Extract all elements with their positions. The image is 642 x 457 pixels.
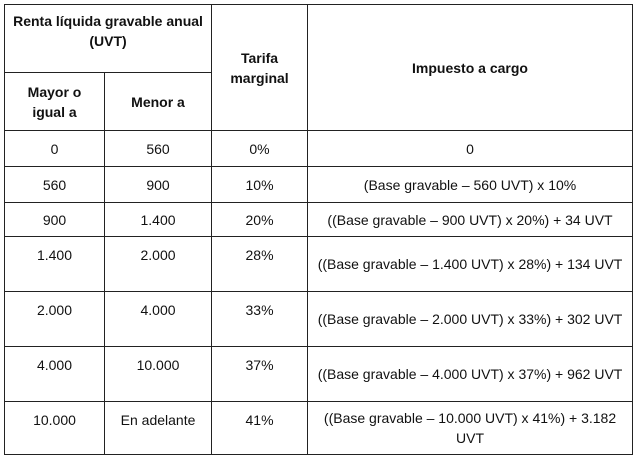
- table-row: [5, 203, 633, 237]
- cell-impuesto: (Base gravable – 560 UVT) x 10%: [308, 167, 633, 203]
- cell-menor: 2.000: [105, 237, 212, 292]
- table-row: [5, 292, 633, 347]
- cell-menor: 10.000: [105, 347, 212, 402]
- cell-tarifa: 28%: [212, 237, 308, 292]
- cell-mayor: 4.000: [5, 347, 105, 402]
- table-row: [5, 237, 633, 292]
- cell-impuesto: ((Base gravable – 4.000 UVT) x 37%) + 962 UVT: [308, 347, 633, 402]
- header-row-1: [5, 5, 633, 73]
- table-row: [5, 167, 633, 203]
- cell-tarifa: 37%: [212, 347, 308, 402]
- header-menor-a: Menor a: [105, 73, 212, 131]
- cell-menor: 560: [105, 131, 212, 167]
- header-impuesto-a-cargo: Impuesto a cargo: [308, 5, 633, 131]
- table-body: [5, 131, 633, 455]
- cell-impuesto: ((Base gravable – 1.400 UVT) x 28%) + 134 UVT: [308, 237, 633, 292]
- cell-menor: En adelante: [105, 402, 212, 455]
- cell-menor: 4.000: [105, 292, 212, 347]
- cell-impuesto: 0: [308, 131, 633, 167]
- header-tarifa-marginal: Tarifa marginal: [212, 5, 308, 131]
- tax-table-container: [4, 4, 632, 446]
- cell-tarifa: 0%: [212, 131, 308, 167]
- header-renta-liquida: Renta líquida gravable anual (UVT): [5, 5, 212, 73]
- cell-mayor: 0: [5, 131, 105, 167]
- cell-impuesto: ((Base gravable – 10.000 UVT) x 41%) + 3.182 UVT: [308, 402, 633, 455]
- table-row: [5, 131, 633, 167]
- cell-impuesto: ((Base gravable – 2.000 UVT) x 33%) + 302 UVT: [308, 292, 633, 347]
- cell-menor: 900: [105, 167, 212, 203]
- table-header: [5, 5, 633, 131]
- cell-mayor: 2.000: [5, 292, 105, 347]
- cell-mayor: 10.000: [5, 402, 105, 455]
- cell-tarifa: 33%: [212, 292, 308, 347]
- cell-mayor: 900: [5, 203, 105, 237]
- table-row: [5, 347, 633, 402]
- header-mayor-o-igual: Mayor o igual a: [5, 73, 105, 131]
- cell-tarifa: 20%: [212, 203, 308, 237]
- cell-impuesto: ((Base gravable – 900 UVT) x 20%) + 34 UVT: [308, 203, 633, 237]
- cell-tarifa: 41%: [212, 402, 308, 455]
- cell-mayor: 560: [5, 167, 105, 203]
- cell-tarifa: 10%: [212, 167, 308, 203]
- cell-menor: 1.400: [105, 203, 212, 237]
- table-row: [5, 402, 633, 455]
- cell-mayor: 1.400: [5, 237, 105, 292]
- tax-rate-table: [4, 4, 633, 455]
